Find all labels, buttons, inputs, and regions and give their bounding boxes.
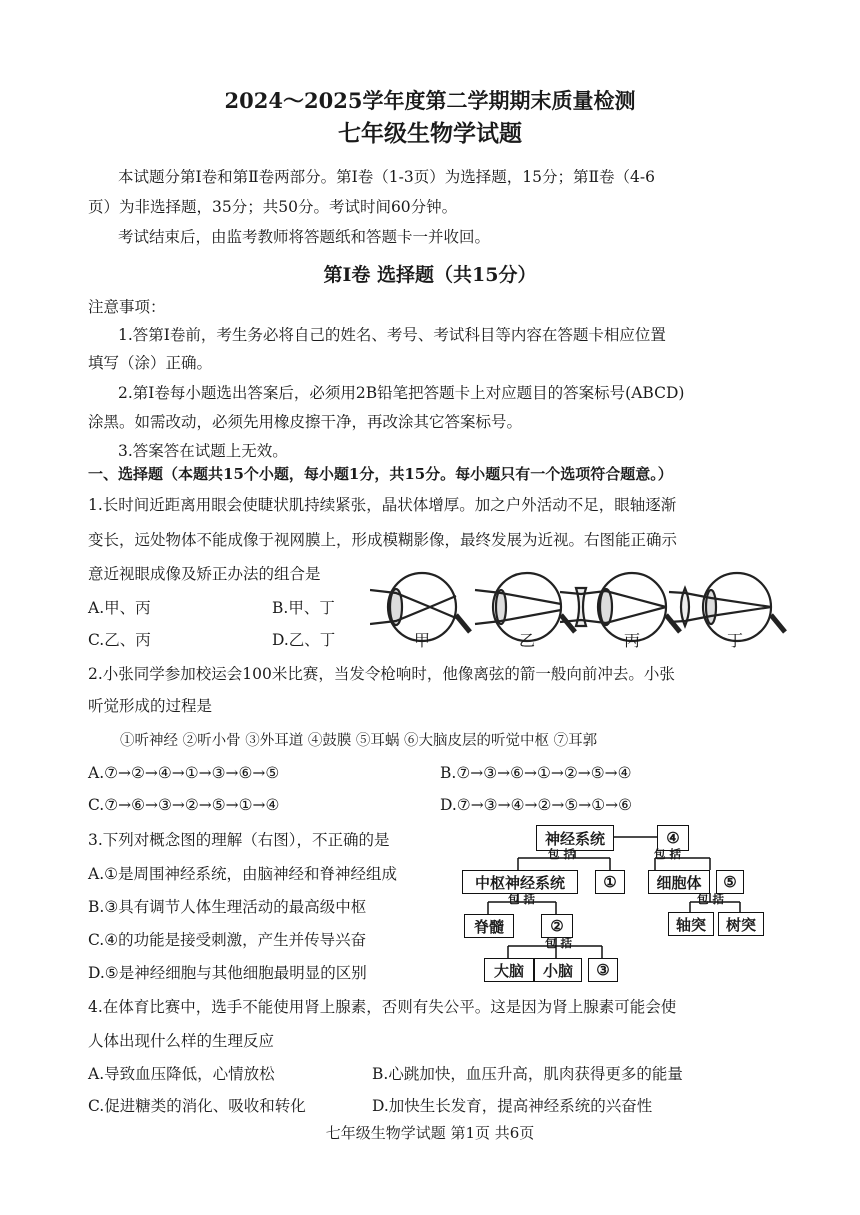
includes-label-5: 包 括 bbox=[545, 936, 573, 950]
node-spinal-cord: 脊髓 bbox=[464, 914, 514, 938]
page-footer: 七年级生物学试题 第1页 共6页 bbox=[325, 1124, 535, 1142]
node-cell-body: 细胞体 bbox=[648, 870, 710, 894]
node-2: ② bbox=[541, 914, 573, 938]
node-1: ① bbox=[595, 870, 625, 894]
includes-label-1: 包 括 bbox=[548, 847, 576, 861]
q3-option-d: D.⑤是神经细胞与其他细胞最明显的区别 bbox=[88, 964, 367, 982]
q1-option-a: A.甲、丙 bbox=[88, 599, 151, 617]
q2-line-2: 听觉形成的过程是 bbox=[88, 697, 213, 715]
q1-option-b: B.甲、丁 bbox=[272, 599, 335, 617]
eye-label-jia: 甲 bbox=[413, 631, 430, 650]
q4-line-2: 人体出现什么样的生理反应 bbox=[88, 1032, 275, 1050]
node-nervous-system: 神经系统 bbox=[536, 825, 614, 851]
includes-label-3: 包 括 bbox=[508, 892, 536, 906]
q2-option-b: B.⑦→③→⑥→①→②→⑤→④ bbox=[440, 764, 632, 782]
q2-items: ①听神经 ②听小骨 ③外耳道 ④鼓膜 ⑤耳蜗 ⑥大脑皮层的听觉中枢 ⑦耳郭 bbox=[120, 733, 598, 749]
note-2b: 涂黑。如需改动，必须先用橡皮擦干净，再改涂其它答案标号。 bbox=[88, 413, 523, 431]
q1-line-3: 意近视眼成像及矫正办法的组合是 bbox=[88, 565, 321, 583]
exam-title: 2024～2025学年度第二学期期末质量检测 bbox=[224, 88, 636, 113]
node-4: ④ bbox=[657, 825, 689, 851]
includes-label-4: 包 括 bbox=[697, 892, 725, 906]
note-1b: 填写（涂）正确。 bbox=[88, 354, 213, 372]
q1-option-d: D.乙、丁 bbox=[272, 631, 336, 649]
q3-option-a: A.①是周围神经系统，由脑神经和脊神经组成 bbox=[88, 865, 398, 883]
q1-line-1: 1.长时间近距离用眼会使睫状肌持续紧张，晶状体增厚。加之户外活动不足，眼轴逐渐 bbox=[88, 496, 677, 514]
exam-subtitle: 七年级生物学试题 bbox=[338, 120, 522, 147]
intro-line-3: 考试结束后，由监考教师将答题纸和答题卡一并收回。 bbox=[118, 228, 491, 246]
eye-label-ding: 丁 bbox=[726, 631, 743, 650]
node-3: ③ bbox=[588, 958, 618, 982]
q4-option-d: D.加快生长发育，提高神经系统的兴奋性 bbox=[372, 1097, 653, 1115]
q3-option-c: C.④的功能是接受刺激，产生并传导兴奋 bbox=[88, 931, 367, 949]
notes-title: 注意事项： bbox=[88, 298, 166, 316]
q2-option-c: C.⑦→⑥→③→②→⑤→①→④ bbox=[88, 796, 280, 814]
intro-line-1: 本试题分第Ⅰ卷和第Ⅱ卷两部分。第Ⅰ卷（1-3页）为选择题，15分；第Ⅱ卷（4-6 bbox=[118, 168, 655, 186]
node-cerebrum: 大脑 bbox=[484, 958, 534, 982]
q4-option-c: C.促进糖类的消化、吸收和转化 bbox=[88, 1097, 306, 1115]
q2-line-1: 2.小张同学参加校运会100米比赛，当发令枪响时，他像离弦的箭一般向前冲去。小张 bbox=[88, 665, 675, 683]
q1-option-c: C.乙、丙 bbox=[88, 631, 151, 649]
node-cerebellum: 小脑 bbox=[534, 958, 582, 982]
node-cns: 中枢神经系统 bbox=[462, 870, 578, 894]
q4-option-a: A.导致血压降低，心情放松 bbox=[88, 1065, 275, 1083]
eye-label-yi: 乙 bbox=[518, 631, 535, 650]
q3-option-b: B.③具有调节人体生理活动的最高级中枢 bbox=[88, 898, 367, 916]
q4-line-1: 4.在体育比赛中，选手不能使用肾上腺素，否则有失公平。这是因为肾上腺素可能会使 bbox=[88, 998, 677, 1016]
includes-label-2: 包 括 bbox=[654, 847, 682, 861]
q1-line-2: 变长，远处物体不能成像于视网膜上，形成模糊影像，最终发展为近视。右图能正确示 bbox=[88, 531, 678, 549]
node-axon: 轴突 bbox=[668, 912, 714, 936]
intro-line-2: 页）为非选择题，35分；共50分。考试时间60分钟。 bbox=[88, 198, 458, 216]
note-2a: 2.第Ⅰ卷每小题选出答案后，必须用2B铅笔把答题卡上对应题目的答案标号(ABCD) bbox=[118, 384, 685, 402]
section-title: 第Ⅰ卷 选择题（共15分） bbox=[323, 264, 537, 286]
q2-option-a: A.⑦→②→④→①→③→⑥→⑤ bbox=[88, 764, 280, 782]
q4-option-b: B.心跳加快，血压升高，肌肉获得更多的能量 bbox=[372, 1065, 683, 1083]
note-3: 3.答案答在试题上无效。 bbox=[118, 442, 288, 460]
node-5: ⑤ bbox=[716, 870, 744, 894]
q3-stem: 3.下列对概念图的理解（右图），不正确的是 bbox=[88, 831, 390, 849]
part-title: 一、选择题（本题共15个小题，每小题1分，共15分。每小题只有一个选项符合题意。） bbox=[88, 465, 673, 483]
note-1a: 1.答第Ⅰ卷前，考生务必将自己的姓名、考号、考试科目等内容在答题卡相应位置 bbox=[118, 326, 666, 344]
eye-label-bing: 丙 bbox=[623, 631, 640, 650]
q2-option-d: D.⑦→③→④→②→⑤→①→⑥ bbox=[440, 796, 632, 814]
node-dendrite: 树突 bbox=[718, 912, 764, 936]
